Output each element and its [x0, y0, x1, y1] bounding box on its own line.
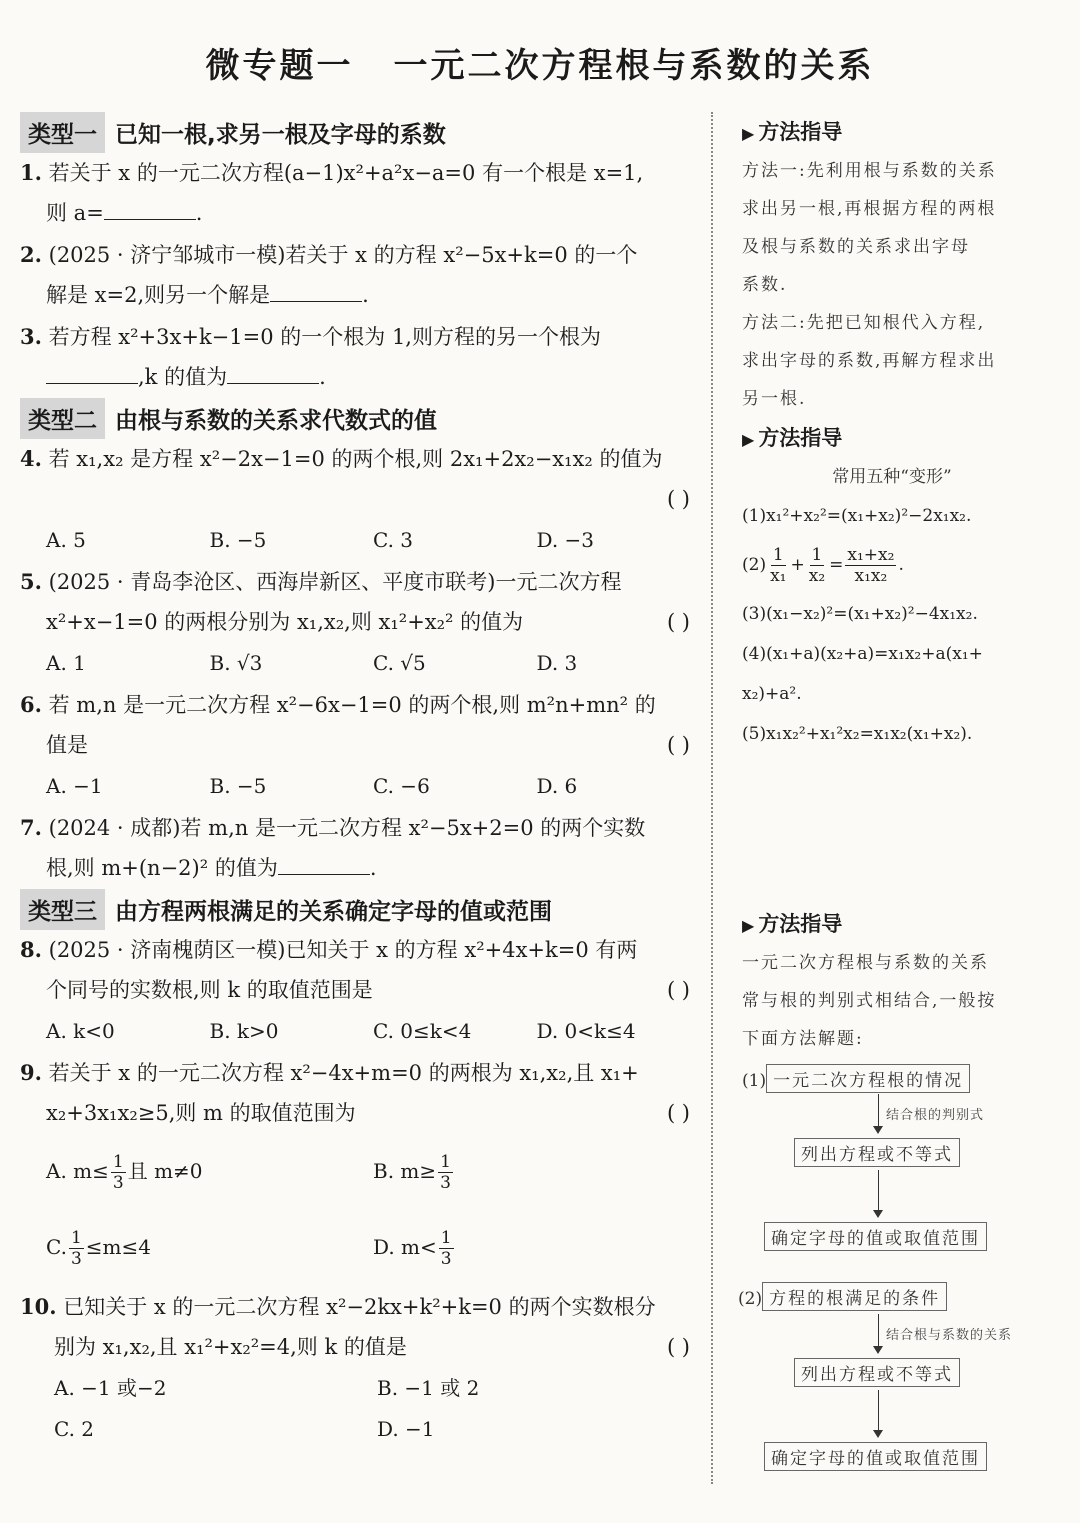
- flow-mid-box: 列出方程或不等式: [794, 1138, 960, 1167]
- option-a[interactable]: A. −1: [46, 774, 103, 798]
- option-b[interactable]: B. √3: [209, 651, 263, 675]
- questions-column: [20, 112, 700, 1450]
- option-b[interactable]: B. −1 或 2: [377, 1376, 480, 1400]
- question-3: 3. 若方程 x²+3x+k−1=0 的一个根为 1,则方程的另一个根为 ,k 的值为 .: [20, 324, 601, 389]
- answer-paren[interactable]: ( ): [666, 978, 690, 1002]
- method-guide-2: ▶ 方法指导 常用五种“变形” (1)x₁²+x₂²=(x₁+x₂)²−2x₁x₂. (2) $\frac{1}{\text{x₁}}$ + $\frac{1}{\text{x₂}}$ = $\frac{\text{x₁+x₂}}{\text{x₁x₂}}$ . (3)(x₁−x₂)²=(x₁+x₂)²−4x₁x₂. (4)(x₁+a)(x₂+a)=x₁x₂+a(x₁+ x₂)+a². (5)x₁x₂²+x₁²x₂=x₁x₂(x₁+x₂).: [742, 426, 983, 744]
- question-4: 4. 若 x₁,x₂ 是方程 x²−2x−1=0 的两个根,则 2x₁+2x₂−x₁x₂ 的值为 ( ) A. 5 B. −5 C. 3 D. −3: [20, 438, 700, 561]
- option-c[interactable]: C. −6: [373, 774, 430, 798]
- option-b[interactable]: B. −5: [209, 774, 267, 798]
- answer-blank[interactable]: [270, 275, 362, 302]
- option-c[interactable]: C. 0≤k<4: [373, 1019, 472, 1043]
- options: [20, 1011, 700, 1052]
- options: [20, 766, 700, 807]
- triangle-right-icon: ▶: [742, 916, 755, 935]
- question-10: 10. 已知关于 x 的一元二次方程 x²−2kx+k²+k=0 的两个实数根分 别为 x₁,x₂,且 x₁²+x₂²=4,则 k 的值是 ( ) A. −1 或−2 B. −1 或 2 C. 2 D. −1: [20, 1286, 700, 1450]
- section-type-1: [20, 112, 700, 152]
- method-guide-1: ▶ 方法指导 方法一:先利用根与系数的关系 求出另一根,再根据方程的两根 及根与系数的关系求出字母 系数. 方法二:先把已知根代入方程, 求出字母的系数,再解方程求出 另一根.: [742, 120, 997, 409]
- answer-paren[interactable]: ( ): [666, 733, 690, 757]
- option-c[interactable]: C. $\frac{1}{3}$ ≤m≤4: [46, 1227, 151, 1269]
- option-b[interactable]: B. k>0: [209, 1019, 279, 1043]
- section-title: 已知一根,求另一根及字母的系数: [115, 121, 446, 148]
- flowchart-1: (1) 一元二次方程根的情况 结合根的判别式 列出方程或不等式 确定字母的值或取值范围: [742, 1058, 1042, 1278]
- option-c[interactable]: C. √5: [373, 651, 426, 675]
- option-a[interactable]: A. 1: [46, 651, 86, 675]
- answer-blank[interactable]: [46, 357, 138, 384]
- option-d[interactable]: D. 0<k≤4: [536, 1019, 636, 1043]
- section-title: 由方程两根满足的关系确定字母的值或范围: [115, 898, 552, 925]
- question-1: 1. 若关于 x 的一元二次方程(a−1)x²+a²x−a=0 有一个根是 x=1, 则 a= .: [20, 160, 644, 225]
- flow-start-box: 一元二次方程根的情况: [766, 1064, 970, 1093]
- question-7: 7. (2024 · 成都)若 m,n 是一元二次方程 x²−5x+2=0 的两个实数 根,则 m+(n−2)² 的值为 .: [20, 815, 646, 880]
- option-a[interactable]: A. m≤ $\frac{1}{3}$ 且 m≠0: [46, 1151, 203, 1193]
- flow-mid-box: 列出方程或不等式: [794, 1358, 960, 1387]
- option-b[interactable]: B. m≥ $\frac{1}{3}$: [373, 1151, 451, 1193]
- question-6: 6. 若 m,n 是一元二次方程 x²−6x−1=0 的两个根,则 m²n+mn² 的 值是 ( ) A. −1 B. −5 C. −6 D. 6: [20, 684, 700, 807]
- option-a[interactable]: A. k<0: [46, 1019, 115, 1043]
- flow-end-box: 确定字母的值或取值范围: [764, 1442, 987, 1471]
- question-5: 5. (2025 · 青岛李沧区、西海岸新区、平度市联考)一元二次方程 x²+x−1=0 的两根分别为 x₁,x₂,则 x₁²+x₂² 的值为 ( ) A. 1 B. √3 C. √5 D. 3: [20, 561, 700, 684]
- answer-paren[interactable]: ( ): [666, 1101, 690, 1125]
- method-guide-3: ▶ 方法指导 一元二次方程根与系数的关系 常与根的判别式相结合,一般按 下面方法解题: (1) 一元二次方程根的情况 结合根的判别式 列出方程或不等式 确定字母的值或取值范围 (2) 方程的根满足的条件 结合根与系数的关系 列出方程或不等式 确定字母的值或取值范围: [742, 904, 1042, 1498]
- section-type-2: [20, 398, 700, 438]
- arrow-down-icon: [878, 1170, 879, 1216]
- flow-end-box: 确定字母的值或取值范围: [764, 1222, 987, 1251]
- answer-blank[interactable]: [227, 357, 319, 384]
- question-8: 8. (2025 · 济南槐荫区一模)已知关于 x 的方程 x²+4x+k=0 有两 个同号的实数根,则 k 的取值范围是 ( ) A. k<0 B. k>0 C. 0≤k<4 D. 0<k≤4: [20, 929, 700, 1052]
- options-row-2: [20, 1409, 700, 1450]
- section-type-3: [20, 889, 700, 929]
- answer-paren[interactable]: ( ): [666, 610, 690, 634]
- options: [20, 520, 700, 561]
- options: [20, 643, 700, 684]
- options-row-1: [20, 1134, 700, 1210]
- answer-blank[interactable]: [278, 848, 370, 875]
- section-title: 由根与系数的关系求代数式的值: [115, 407, 437, 434]
- options-row-2: [20, 1210, 700, 1286]
- column-divider: [711, 112, 713, 1484]
- option-c[interactable]: C. 3: [373, 528, 414, 552]
- question-2: 2. (2025 · 济宁邹城市一模)若关于 x 的方程 x²−5x+k=0 的一个 解是 x=2,则另一个解是 .: [20, 242, 638, 307]
- triangle-right-icon: ▶: [742, 430, 755, 449]
- option-a[interactable]: A. 5: [46, 528, 86, 552]
- option-d[interactable]: D. −3: [536, 528, 595, 552]
- option-d[interactable]: D. 3: [536, 651, 578, 675]
- option-a[interactable]: A. −1 或−2: [54, 1376, 167, 1400]
- answer-paren[interactable]: ( ): [666, 1335, 690, 1359]
- option-b[interactable]: B. −5: [209, 528, 267, 552]
- question-9: 9. 若关于 x 的一元二次方程 x²−4x+m=0 的两根为 x₁,x₂,且 x₁+ x₂+3x₁x₂≥5,则 m 的取值范围为 ( ) A. m≤ $\frac{1}{3}$ 且 m≠0 B. m≥ $\frac{1}{3}$ C. $\frac{1}{3}$ ≤m≤4 D. m< $\frac{1}{3}$: [20, 1052, 700, 1286]
- option-d[interactable]: D. m< $\frac{1}{3}$: [373, 1227, 452, 1269]
- option-c[interactable]: C. 2: [54, 1417, 95, 1441]
- arrow-down-icon: [878, 1314, 879, 1352]
- section-tag: 类型一: [20, 112, 105, 153]
- section-tag: 类型二: [20, 398, 105, 439]
- option-d[interactable]: D. −1: [377, 1417, 435, 1441]
- section-tag: 类型三: [20, 889, 105, 930]
- arrow-down-icon: [878, 1390, 879, 1436]
- arrow-down-icon: [878, 1094, 879, 1132]
- guide-column: [738, 112, 1042, 1469]
- page-title: 微专题一 一元二次方程根与系数的关系: [205, 46, 875, 86]
- triangle-right-icon: ▶: [742, 124, 755, 143]
- option-d[interactable]: D. 6: [536, 774, 578, 798]
- flow-start-box: 方程的根满足的条件: [762, 1282, 947, 1311]
- options-row-1: [20, 1368, 700, 1409]
- flowchart-2: (2) 方程的根满足的条件 结合根与系数的关系 列出方程或不等式 确定字母的值或取值范围: [742, 1278, 1042, 1498]
- answer-paren[interactable]: ( ): [666, 487, 690, 511]
- answer-blank[interactable]: [104, 193, 196, 220]
